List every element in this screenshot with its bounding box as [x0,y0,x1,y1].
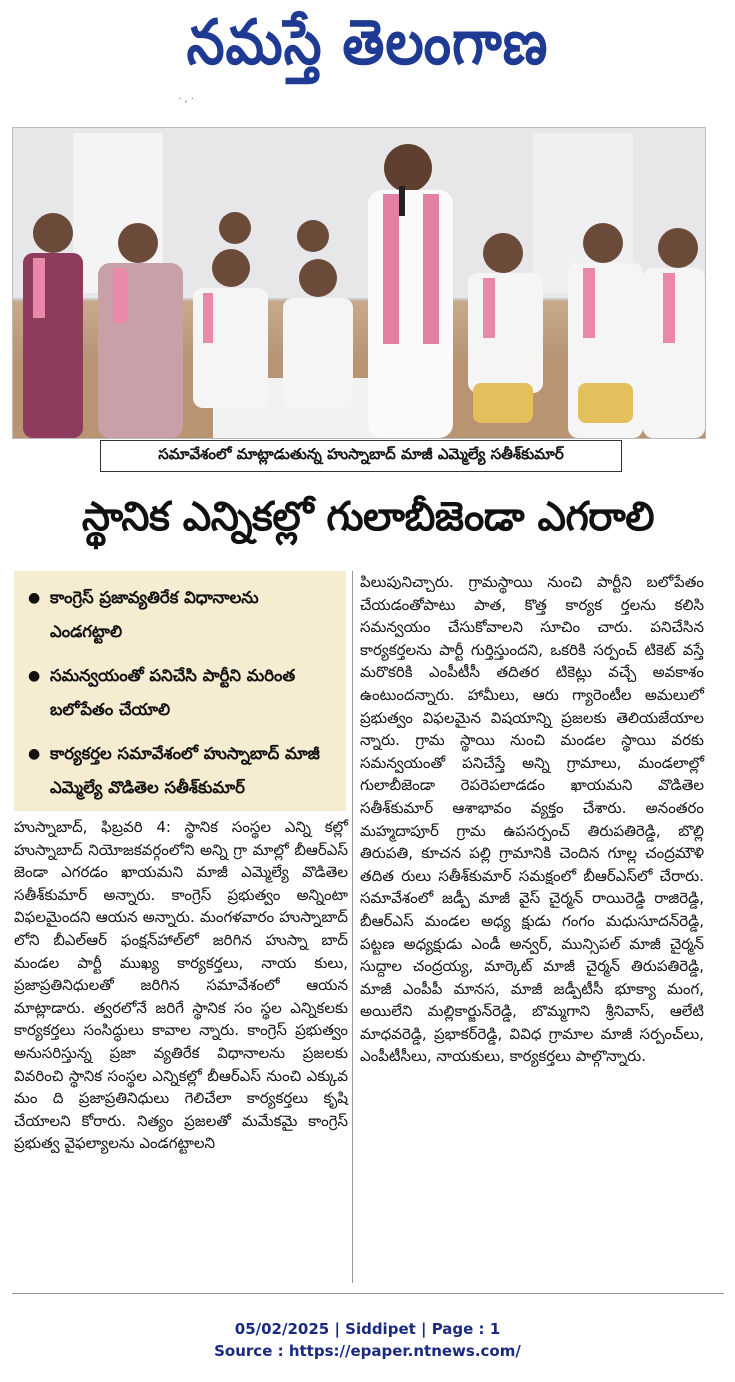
footer-source: Source : https://epaper.ntnews.com/ [214,1342,521,1360]
newspaper-logo: నమస్తే తెలంగాణ [186,5,549,79]
article-text-left: హుస్నాబాద్, ఫిబ్రవరి 4: స్థానిక సంస్థల ఎన్ని కల్లో హుస్నాబాద్ నియోజకవర్గంలోని అన్ని గ్రా మాల్లో బీఆర్ఎస్ జెండా ఎగరడం ఖాయమని మాజీ ఎమ్మెల్యే వొడితెల సతీశ్‌కుమార్ అన్నారు. కాంగ్రెస్ ప్రభుత్వం అన్నింటా విఫలమైందని ఆయన అన్నారు. మంగళవారం హుస్నాబాద్ లోని బీఎల్ఆర్ ఫంక్షన్‌హాల్‌లో జరిగిన హుస్నా బాద్ మండల పార్టీ ముఖ్య కార్యకర్తలు, నాయ కులు, ప్రజాప్రతినిధులతో జరిగిన సమావేశంలో ఆయన మాట్లాడారు. త్వరలోనే జరిగే స్థానిక సం స్థల ఎన్నికలకు కార్యకర్తలు సంసిద్ధులు కావాల న్నారు. కాంగ్రెస్ ప్రభుత్వం అనుసరిస్తున్న ప్రజా వ్యతిరేక విధానాలను ప్రజలకు వివరించి స్థానిక సంస్థల ఎన్నికల్లో బీఆర్ఎస్ నుంచి ఎక్కువ మం ది ప్రజాప్రతినిధులు గెలిచేలా కార్యకర్తలు కృషి చేయాలని కోరారు. నిత్యం ప్రజలతో మమేకమై కాంగ్రెస్ ప్రభుత్వ వైఫల్యాలను ఎండగట్టాలని [14,818,348,1153]
highlight-item [28,581,336,649]
highlight-item [28,737,336,805]
bullet-icon: ● [28,746,41,762]
bottom-rule [12,1293,724,1294]
highlight-text: సమన్వయంతో పనిచేసి పార్టీని మరింత బలోపేతం చేయాలి [50,666,296,719]
article-column-left [14,816,348,1276]
photo-caption: సమావేశంలో మాట్లాడుతున్న హుస్నాబాద్ మాజీ ఎమ్మెల్యే సతీశ్‌కుమార్ [100,440,622,472]
highlights-box [14,571,346,811]
masthead-sub-marks: · , · [178,94,194,105]
meeting-photo-illustration [13,128,705,438]
highlight-text: కార్యకర్తల సమావేశంలో హుస్నాబాద్ మాజీ ఎమ్మెల్యే వొడితెల సతీశ్‌కుమార్ [50,744,320,797]
footer-date-edition: 05/02/2025 | Siddipet | Page : 1 [234,1320,501,1338]
article-photo [12,127,706,439]
bullet-icon: ● [28,590,41,606]
highlight-item [28,659,336,727]
article-column-right [360,571,704,1283]
masthead [0,0,735,100]
article-headline: స్థానిక ఎన్నికల్లో గులాబీజెండా ఎగరాలి [81,494,655,540]
highlight-text: కాంగ్రెస్ ప్రజావ్యతిరేక విధానాలను ఎండగట్టాలి [50,588,259,641]
column-divider [352,571,353,1283]
bullet-icon: ● [28,668,41,684]
article-text-right: పిలుపునిచ్చారు. గ్రామస్థాయి నుంచి పార్టీని బలోపేతం చేయడంతోపాటు పాత, కొత్త కార్యక ర్తలను కలిసి సమన్వయం చేసుకోవాలని సూచిం చారు. పనిచేసిన కార్యకర్తలను పార్టీ గుర్తిస్తుందని, ఒకరికి సర్పంచ్ టికెట్ వస్తే మరొకరికి ఎంపీటీసీ తదితర టికెట్లు వచ్చే అవకాశం ఉంటుందన్నారు. హామీలు, ఆరు గ్యారెంటీల అమలులో ప్రభుత్వం విఫలమైన విషయాన్ని ప్రజలకు తెలియజేయాల న్నారు. గ్రామ స్థాయి నుంచి మండల స్థాయి వరకు సమన్వయంతో పనిచేస్తే అన్ని గ్రామాలు, మండలాల్లో గులాబీజెండా రెపరెపలాడడం ఖాయమని వొడితెల సతీశ్‌కుమార్ ఆశాభావం వ్యక్తం చేశారు. అనంతరం మహ్మదాపూర్ గ్రామ ఉపసర్పంచ్ తిరుపతిరెడ్డి, బొల్లి తిరుపతి, కూచన పల్లి గ్రామానికి చెందిన గూల్ల చంద్రమౌళి తదిత రులు సతీశ్‌కుమార్ సమక్షంలో బీఆర్ఎస్‌లో చేరారు. సమావేశంలో జడ్పీ మాజీ వైస్ చైర్మన్ రాయిరెడ్డి రాజిరెడ్డి, బీఆర్ఎస్ మండల అధ్య క్షుడు గంగం మధుసూదన్‌రెడ్డి, పట్టణ అధ్యక్షుడు ఎండీ అన్వర్, మున్సిపల్ మాజీ చైర్మన్ సుద్దాల చంద్రయ్య, మార్కెట్ మాజీ చైర్మన్ తిరుపతిరెడ్డి, మాజీ ఎంపీపీ మానస, మాజీ జడ్పీటీసీ భూక్యా మంగ, అయిలేని మల్లికార్జున్‌రెడ్డి, బొమ్మగాని శ్రీనివాస్, ఆలేటి మాధవరెడ్డి, ప్రభాకర్‌రెడ్డి, వివిధ గ్రామాల మాజీ సర్పంచ్‌లు, ఎంపీటీసీలు, నాయకులు, కార్యకర్తలు పాల్గొన్నారు. [360,573,704,1066]
